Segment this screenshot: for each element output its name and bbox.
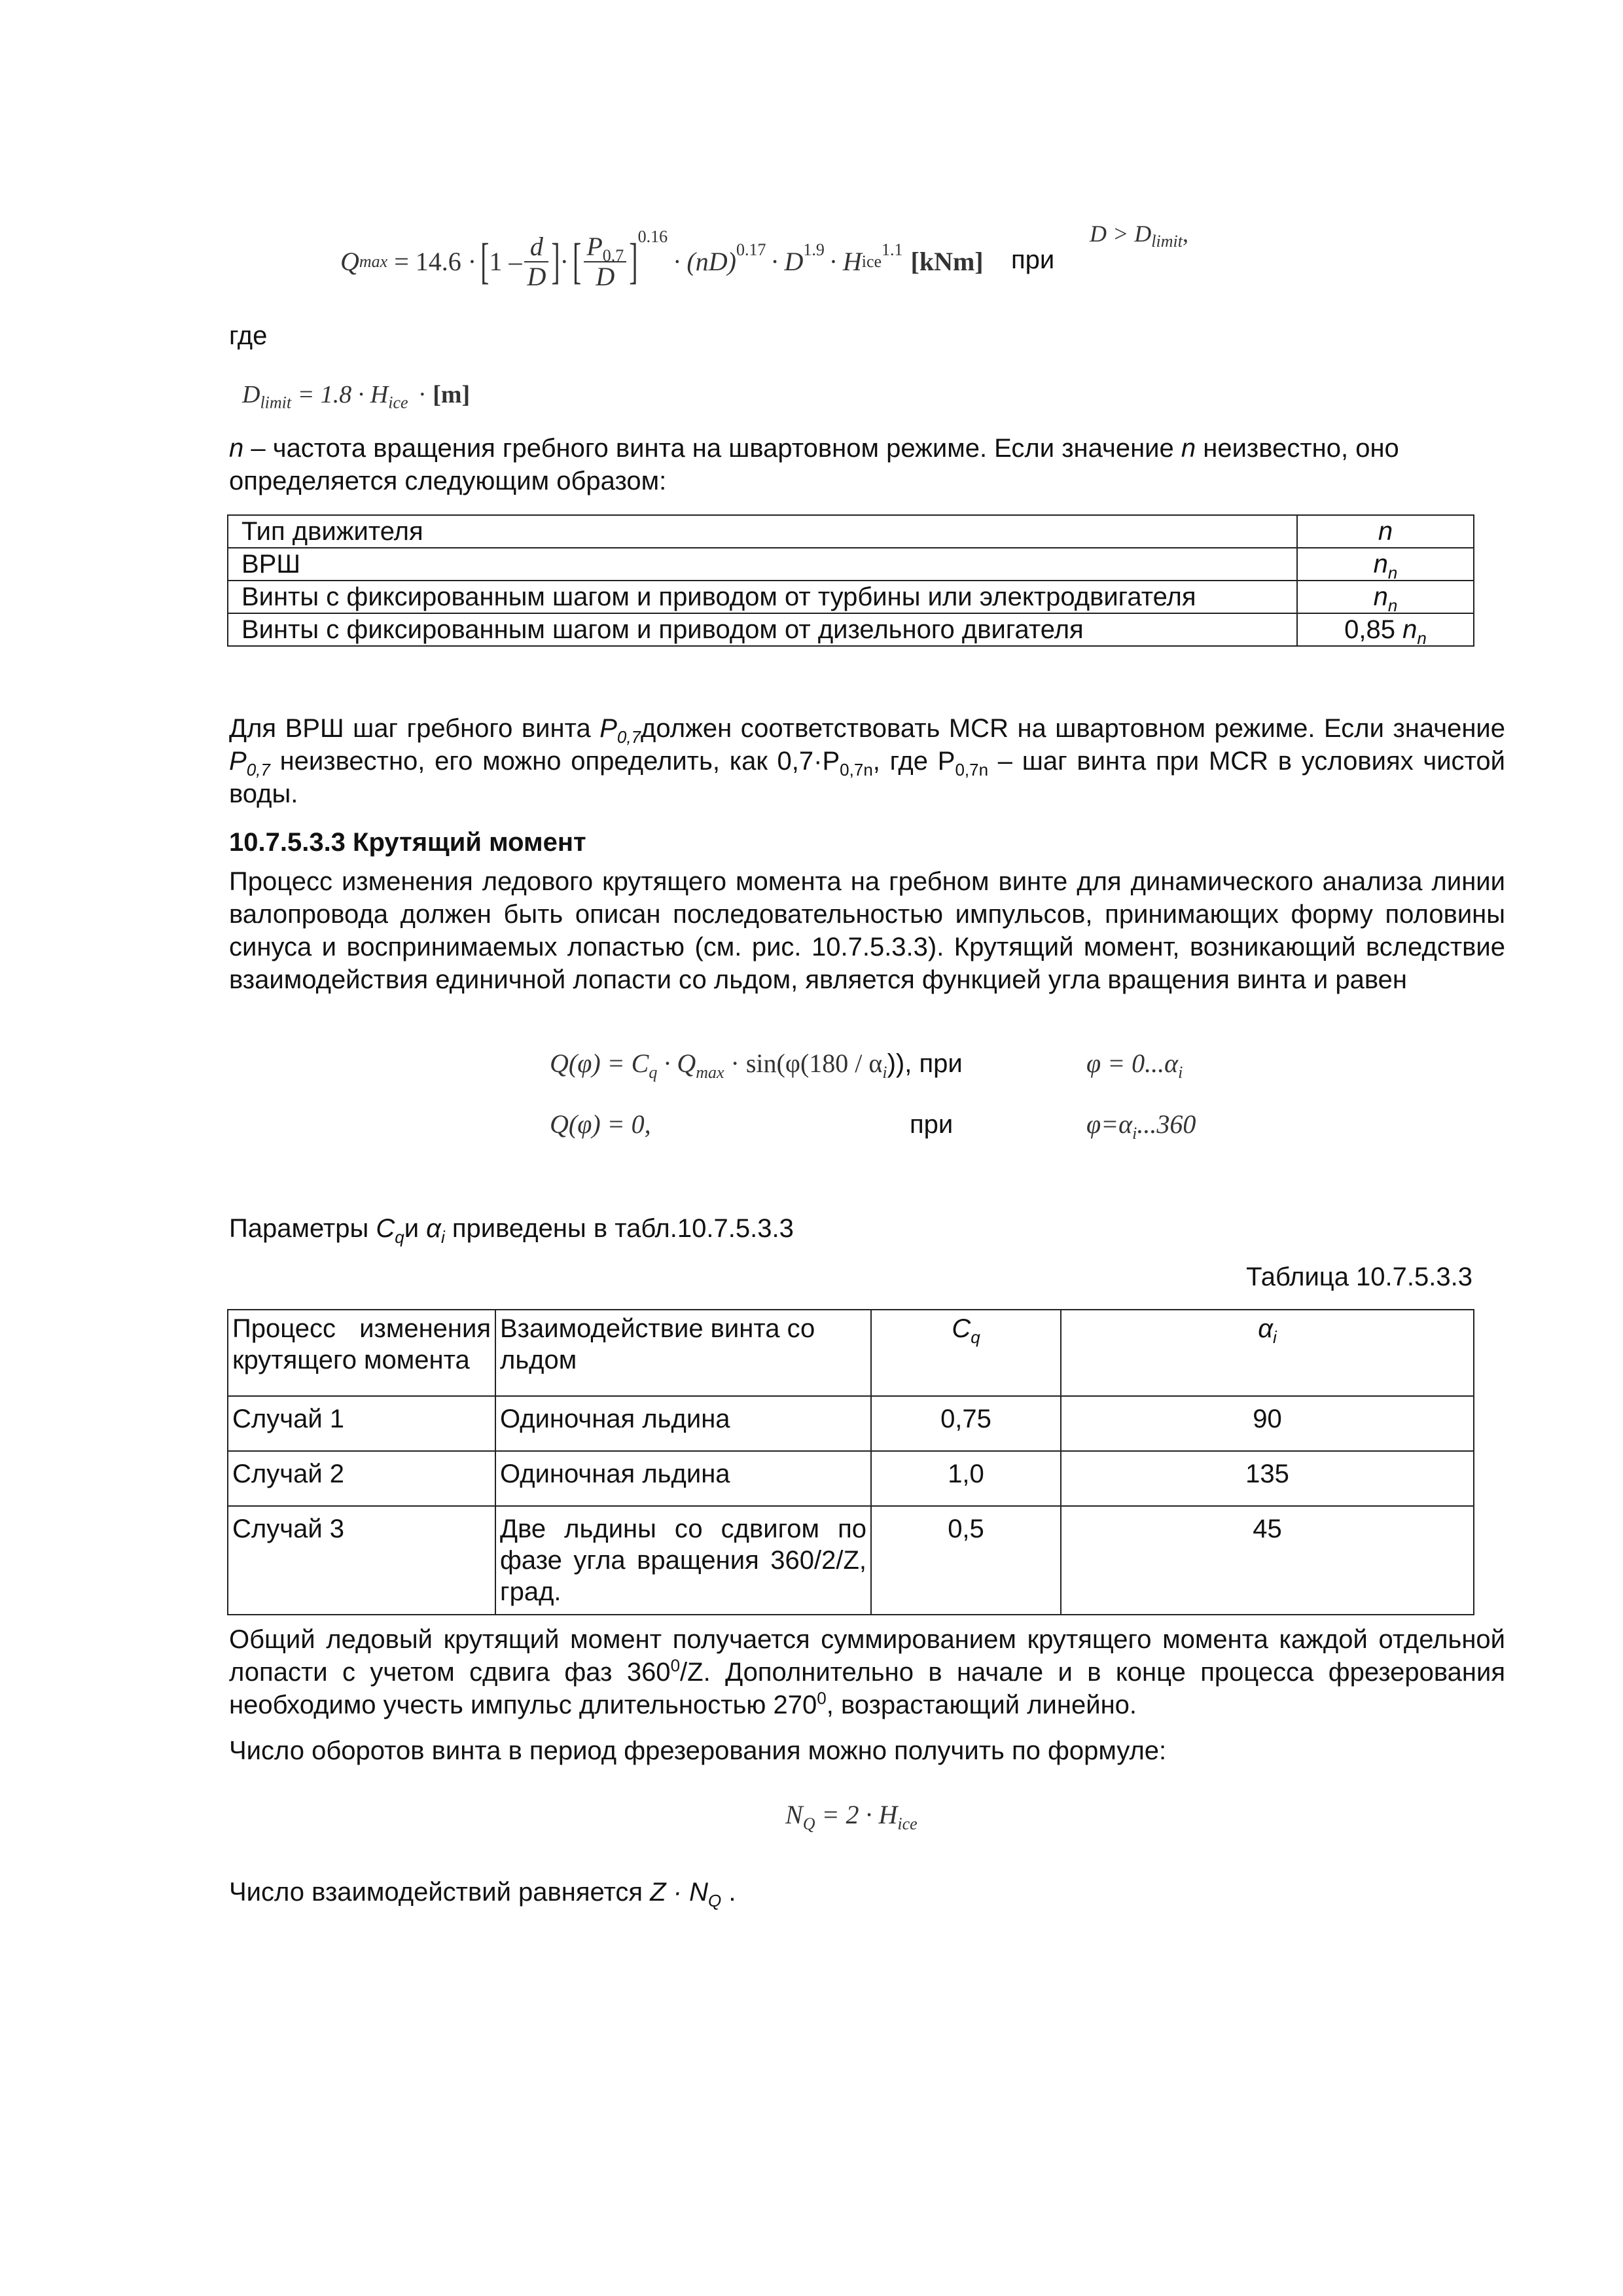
q1-end: )), при [887,1049,963,1078]
table-cell: 90 [1061,1396,1474,1451]
paragraph-total [229,1623,1505,1721]
inter-z-sub: Q [707,1891,722,1910]
cell-n: n [1373,583,1388,611]
params-c-sub: q [395,1227,404,1247]
vrsh-t3: неизвестно, его можно определить, как 0,7·P [270,747,840,776]
total-t2: /Z. Дополнительно в начале и в конце процесса фрезерования необходимо учесть импульс длительностью 270 [229,1658,1505,1719]
cell-n: n [1402,615,1418,644]
q2-text: Q(φ) = 0, [550,1109,651,1139]
frac2-num-sub: 0.7 [602,246,624,265]
n-var: n [229,434,244,463]
dlimit-lhs: D [242,381,260,408]
table-cell: Случай 3 [228,1506,495,1615]
table-row [228,1396,1474,1451]
q2-cond-sub: i [1132,1124,1137,1143]
qmax-h: · H [829,247,862,276]
formula-dlimit: $D_{limit} = 1.8 \cdot H_{ice} \cdot [m]$ [242,381,471,412]
qmax-pri: при [1011,245,1055,274]
params-a: α [426,1214,441,1243]
table-cell: Случай 2 [228,1451,495,1506]
qmax-condition [1090,217,1188,250]
table-row [228,1451,1474,1506]
formula-q2-condition [1086,1108,1196,1141]
q1-mid: · Q [657,1049,696,1078]
formula-qmax: Q max = 14.6 · [ 1 – $\frac{d}{D}$ ] · [ $\frac{P_{0.7}}{D}$ ] $^{0.16}$ · (nD) $^{0.17}$ · D $^{1.9}$ · H ice $^{1.1}$ [kNm] [340,227,984,291]
inter-t2: . [721,1878,736,1907]
qmax-lhs-sub: max [359,252,388,271]
table-cell: Винты с фиксированным шагом и приводом от дизельного двигателя [228,613,1297,646]
table-cell [1297,581,1474,613]
header-cq: C [952,1314,971,1343]
paragraph-revs: Число оборотов винта в период фрезерования можно получить по формуле: [229,1736,1167,1765]
table-cell: 0,5 [871,1506,1061,1615]
q1-cond: φ = 0...α [1086,1049,1179,1078]
paragraph-interactions [229,1876,736,1909]
frac2-num: P [586,232,603,261]
formula-q2 [550,1108,651,1141]
dlimit-lhs-sub: limit [260,393,292,412]
table-header-row [228,1310,1474,1396]
qmax-unit: [kNm] [910,247,984,276]
cell-pre: 0,85 [1344,615,1403,644]
vrsh-t4: , где P [872,747,955,776]
params-t2: и [404,1214,427,1243]
vrsh-t2: должен соответствовать MCR на швартовном режиме. Если значение [641,714,1505,743]
q1-cq: q [649,1063,658,1082]
table-cell: Две льдины со сдвигом по фазе угла вращения 360/2/Z, град. [495,1506,871,1615]
total-t3: , возрастающий линейно. [826,1691,1137,1719]
vrsh-p-sub: 0,7 [616,727,641,747]
q2-cond: φ=α [1086,1109,1133,1139]
q1-text: Q(φ) = C [550,1049,649,1078]
table-row [228,548,1474,581]
table-row [228,515,1474,548]
total-sup2: 0 [817,1688,827,1708]
params-t3: приведены в табл.10.7.5.3.3 [444,1214,794,1243]
frac2-den: D [596,262,615,291]
qmax-nd: (nD) [687,247,736,276]
table-cell: 0,75 [871,1396,1061,1451]
table-caption: Таблица 10.7.5.3.3 [1246,1263,1472,1291]
nq-rhs: = 2 · H [821,1800,898,1829]
cond-tail: , [1182,221,1188,247]
dlimit-rhs: = 1.8 · H [297,381,389,408]
dlimit-rhs-sub: ice [388,393,408,412]
total-sup1: 0 [670,1655,681,1676]
table-cell: 1,0 [871,1451,1061,1506]
inter-z: Z · N [650,1878,708,1907]
params-c: C [376,1214,395,1243]
table-row [228,581,1474,613]
header-cq-sub: q [971,1327,980,1347]
q1-ai: i [882,1063,887,1082]
cell-n-sub: n [1417,628,1427,648]
vrsh-p3-sub: 0,7n [840,760,873,780]
q2-pri: при [910,1110,954,1139]
params-a-sub: i [440,1227,445,1247]
where-label: где [229,321,268,350]
q1-cond-sub: i [1178,1063,1183,1082]
qmax-d: · D [771,247,804,276]
formula-q1 [550,1047,963,1080]
table-cell: Одиночная льдина [495,1396,871,1451]
table-cell [1297,548,1474,581]
cell-n-sub: n [1387,596,1398,615]
frac1-den: D [527,262,546,291]
cell-n-sub: n [1387,563,1398,583]
q2-cond-tail: ...360 [1137,1109,1196,1139]
n-text1: – частота вращения гребного винта на швартовном режиме. Если значение [243,434,1181,463]
frac-p07-over-D [584,232,626,291]
n-var2: n [1181,434,1196,463]
paragraph-vrsh [229,712,1505,810]
header-cell [871,1310,1061,1396]
torque-table [227,1309,1474,1615]
nq-rhs-sub: ice [897,1814,918,1833]
paragraph-n [229,432,1505,497]
header-ai: α [1258,1314,1274,1343]
qmax-coef: = 14.6 · [394,247,477,276]
table-cell: 45 [1061,1506,1474,1615]
paragraph-process: Процесс изменения ледового крутящего момента на гребном винте для динамического анализа линии валопровода должен быть описан последовательностью импульсов, принимающих форму половины синуса и воспринимаемых лопастью (см. рис. 10.7.5.3.3). Крутящий момент, возникающий вследствие взаимодействия единичной лопасти со льдом, является функцией угла вращения винта и равен [229,867,1505,994]
frac-d-over-D [524,232,548,291]
table-cell: Винты с фиксированным шагом и приводом от турбины или электродвигателя [228,581,1297,613]
table-cell [1297,515,1474,548]
vrsh-p2: P [229,747,247,776]
vrsh-t1: Для ВРШ шаг гребного винта [229,714,600,743]
nq-n: N [785,1800,803,1829]
frac1-num: d [524,232,548,262]
header-ai-sub: i [1273,1327,1277,1347]
qmax-lhs: Q [340,247,359,276]
paragraph-params [229,1212,794,1245]
table-cell: 135 [1061,1451,1474,1506]
table-cell: Случай 1 [228,1396,495,1451]
cell-n: n [1373,550,1388,579]
nq-n-sub: Q [802,1814,815,1833]
inter-t1: Число взаимодействий равняется [229,1878,651,1907]
table-cell: Одиночная льдина [495,1451,871,1506]
vrsh-t5: – шаг винта при MCR в условиях чистой воды. [229,747,1505,808]
propulsion-table [227,514,1474,647]
params-t1: Параметры [229,1214,376,1243]
cond-text: D > D [1090,221,1152,247]
total-t1: Общий ледовый крутящий момент получается суммированием крутящего момента каждой отдельной лопасти с учетом сдвига фаз 360 [229,1625,1505,1687]
section-heading: 10.7.5.3.3 Крутящий момент [229,828,586,857]
table-cell: Тип движителя [228,515,1297,548]
table-cell [1297,613,1474,646]
table-row [228,1506,1474,1615]
formula-q1-condition [1086,1047,1183,1080]
formula-nq [785,1799,918,1831]
table-row [228,613,1474,646]
vrsh-p: P [599,714,617,743]
header-cell [1061,1310,1474,1396]
table-cell: ВРШ [228,548,1297,581]
header-cell: Взаимодействие винта со льдом [495,1310,871,1396]
q1-qmax: max [696,1063,724,1082]
cell-n: n [1378,517,1393,546]
vrsh-p4-sub: 0,7n [955,760,989,780]
cond-sub: limit [1151,232,1183,251]
vrsh-p2-sub: 0,7 [246,760,270,780]
dlimit-unit: [m] [433,381,471,408]
header-cell: Процесс изменения крутящего момента [228,1310,495,1396]
n-text2: неизвестно, оно определяется следующим образом: [229,434,1399,495]
q1-tail: · sin(φ(180 / α [724,1049,883,1078]
